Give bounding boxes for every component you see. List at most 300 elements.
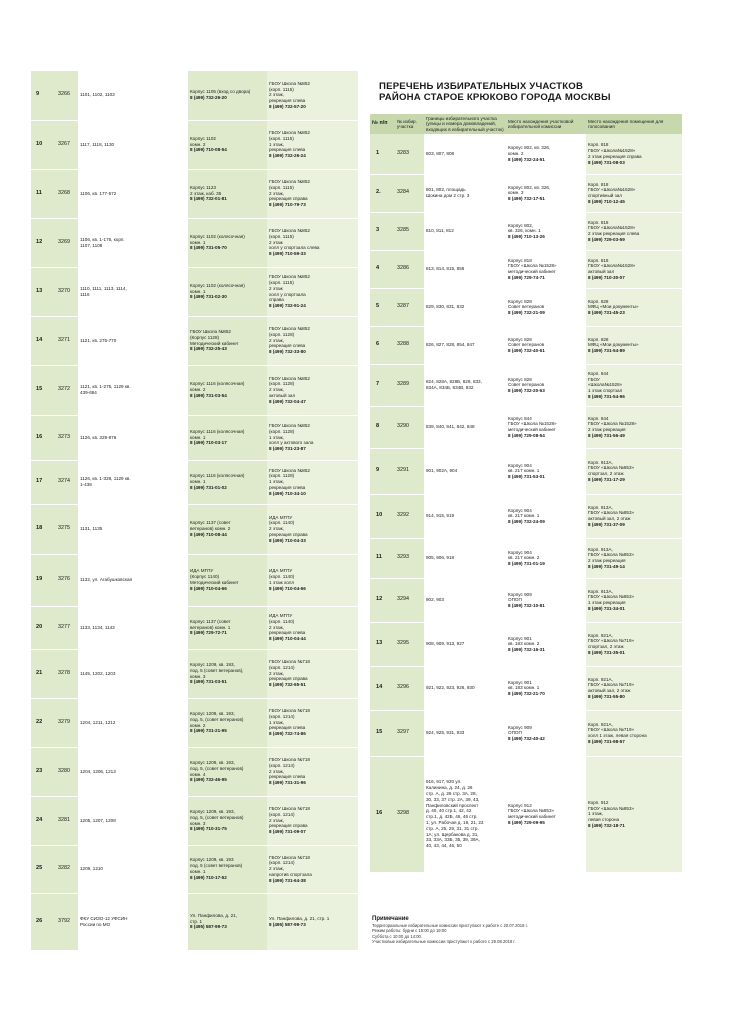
precinct-bounds: 1121, кв. 276-770 bbox=[80, 337, 117, 343]
commission-location: ИДА МГПУ (Корпус 1140) Методический кабинет bbox=[190, 568, 239, 585]
table-row bbox=[31, 316, 358, 365]
commission-location: Корпус 1102 (колясочная) комн. 1 bbox=[190, 233, 245, 245]
commission-location: Корпус 1123 2 этаж, каб. 35 bbox=[190, 184, 222, 196]
precinct-bounds: 1133, 1134, 1143 bbox=[80, 624, 115, 630]
commission-location-cell bbox=[506, 288, 586, 326]
table-row bbox=[31, 169, 358, 218]
voting-location-cell bbox=[586, 134, 682, 174]
row-number-cell bbox=[370, 326, 395, 364]
precinct-id-cell bbox=[56, 169, 78, 218]
precinct-id-cell bbox=[395, 666, 424, 710]
row-number-cell bbox=[370, 622, 395, 666]
precinct-id-cell bbox=[395, 134, 424, 174]
commission-location: Корпус 828 Совет ветеранов bbox=[508, 336, 545, 348]
precinct-bounds: 1209, 1210 bbox=[80, 866, 103, 872]
voting-location: Корп. 913А, ГБОУ «Школа №853» актовый зал, 2 этаж bbox=[588, 504, 635, 522]
table-row bbox=[370, 212, 682, 250]
commission-location: Корпус 1209, кв. 193, под. 5, (совет ветеранов) комн. 4 bbox=[190, 759, 244, 777]
commission-location-cell bbox=[188, 649, 267, 698]
row-number: 9 bbox=[36, 91, 40, 98]
commission-location-phone: 8 (499) 729-74-71 bbox=[508, 275, 545, 281]
precinct-id-cell bbox=[395, 538, 424, 578]
precinct-bounds: 901, 902А, 904 bbox=[426, 468, 458, 474]
commission-location-cell bbox=[506, 538, 586, 578]
row-number-cell bbox=[370, 448, 395, 494]
row-number: 13 bbox=[36, 287, 43, 294]
voting-location-cell bbox=[267, 267, 358, 316]
row-number-cell bbox=[370, 364, 395, 406]
precinct-bounds: 924, 925, 931, 933 bbox=[426, 730, 465, 736]
precinct-bounds-cell bbox=[78, 460, 188, 504]
voting-location-cell bbox=[586, 710, 682, 756]
precinct-bounds-cell bbox=[78, 316, 188, 365]
precinct-bounds: 1126, кв. 329-876 bbox=[80, 434, 117, 440]
table-row bbox=[370, 406, 682, 448]
table-row bbox=[370, 134, 682, 174]
commission-location-phone: 8 (499) 732-40-42 bbox=[508, 736, 545, 742]
title-line-1: ПЕРЕЧЕНЬ ИЗБИРАТЕЛЬНЫХ УЧАСТКОВ bbox=[379, 81, 584, 92]
voting-location: ГБОУ Школа №852 (корп. 1128) 1 этаж, рекреация слева bbox=[269, 467, 310, 490]
row-number-cell bbox=[31, 460, 56, 504]
voting-location: ГБОУ Школа №852 (корп. 1115) 2 этаж, рекреация справа bbox=[269, 179, 310, 202]
commission-location-phone: 8 (499) 732-24-51 bbox=[508, 156, 545, 162]
voting-location: ГБОУ Школа №852 (корп. 1115) 2 этаж холл у спортзала справа bbox=[269, 274, 310, 303]
commission-location-cell bbox=[188, 747, 267, 796]
voting-location-phone: 8 (499) 732-26-24 bbox=[269, 153, 306, 159]
commission-location-cell bbox=[506, 494, 586, 538]
precinct-bounds-cell bbox=[424, 448, 506, 494]
precinct-id: 3289 bbox=[397, 381, 409, 388]
commission-location-phone: 8 (499) 732-46-95 bbox=[190, 777, 227, 783]
table-row bbox=[31, 649, 358, 698]
commission-location-phone: 8 (499) 732-21-70 bbox=[508, 691, 545, 697]
commission-location: Корпус 818 ГБОУ «Школа №1528» методический кабинет bbox=[508, 257, 557, 275]
table-row bbox=[31, 460, 358, 504]
precinct-id-cell bbox=[56, 365, 78, 415]
voting-location-cell bbox=[586, 174, 682, 212]
voting-location-phone: 8 (499) 732-65-51 bbox=[269, 682, 306, 688]
commission-location: Корпус 802, кв. 326, комн. 3 bbox=[508, 184, 551, 196]
voting-location: Корп. 913А, ГБОУ «Школа №853» 2 этаж рекреация bbox=[588, 546, 635, 564]
voting-location-cell bbox=[586, 756, 682, 872]
voting-location: Корп. 913А, ГБОУ «Школа №853» спортзал, 2 этаж bbox=[588, 459, 635, 477]
precinct-id-cell bbox=[56, 120, 78, 169]
voting-location-cell bbox=[586, 538, 682, 578]
commission-location-cell bbox=[188, 316, 267, 365]
row-number: 16 bbox=[36, 433, 43, 440]
voting-location-phone: 8 (499) 731-98-57 bbox=[588, 739, 625, 745]
precinct-id: 3269 bbox=[58, 238, 70, 245]
voting-location-phone: 8 (499) 732-57-20 bbox=[269, 103, 306, 109]
row-number: 26 bbox=[36, 917, 43, 924]
row-number-cell bbox=[31, 606, 56, 649]
commission-location-phone: 8 (499) 732-26-20 bbox=[190, 95, 227, 101]
precinct-bounds: 813, 814, 815, 856 bbox=[426, 266, 465, 272]
voting-location-phone: 8 (499) 731-54-96 bbox=[588, 393, 625, 399]
precinct-bounds-cell bbox=[78, 267, 188, 316]
table-row bbox=[370, 364, 682, 406]
row-number-cell bbox=[31, 845, 56, 893]
voting-location-cell bbox=[267, 365, 358, 415]
voting-location-phone: 8 (499) 710-04-44 bbox=[269, 636, 306, 642]
voting-location: ГБОУ Школа №852 (корп. 1128) 1 этаж, холл у актового зала bbox=[269, 423, 314, 446]
voting-location-phone: 8 (499) 732-33-80 bbox=[269, 349, 306, 355]
row-number-cell bbox=[370, 212, 395, 250]
commission-location: Корпус 1116 (колясочная) комн. 2 bbox=[190, 381, 245, 393]
row-number: 16 bbox=[376, 810, 383, 817]
table-row bbox=[370, 250, 682, 288]
precinct-id-cell bbox=[56, 893, 78, 950]
voting-location-phone: 8 (499) 731-49-14 bbox=[588, 564, 625, 570]
precinct-id-cell bbox=[56, 316, 78, 365]
row-number: 10 bbox=[36, 140, 43, 147]
precinct-bounds: 826, 827, 828, 854, 847 bbox=[426, 342, 475, 348]
commission-location-cell bbox=[188, 606, 267, 649]
commission-location-phone: 8 (499) 731-03-54 bbox=[190, 392, 227, 398]
right-polling-table bbox=[370, 114, 682, 873]
row-number: 14 bbox=[376, 684, 383, 691]
voting-location-phone: 8 (495) 587-99-73 bbox=[269, 921, 306, 927]
voting-location-cell bbox=[267, 504, 358, 554]
voting-location-cell bbox=[267, 845, 358, 893]
table-row bbox=[31, 218, 358, 267]
row-number: 11 bbox=[376, 554, 382, 561]
row-number-cell bbox=[31, 71, 56, 120]
precinct-id: 3272 bbox=[58, 386, 70, 393]
header-row bbox=[370, 114, 682, 134]
voting-location-cell bbox=[267, 460, 358, 504]
voting-location-phone: 8 (499) 731-45-23 bbox=[588, 310, 625, 316]
row-number-cell bbox=[370, 666, 395, 710]
precinct-bounds-cell bbox=[424, 406, 506, 448]
precinct-bounds: 1121, кв. 1-275, 1129 кв. 439-664 bbox=[80, 384, 131, 395]
precinct-id-cell bbox=[395, 578, 424, 622]
table-row bbox=[31, 267, 358, 316]
table-row bbox=[31, 71, 358, 120]
voting-location: ГБОУ Школа №718 (корп. 1214) 2 этаж, рекреация справа bbox=[269, 659, 310, 682]
left-table-body bbox=[31, 71, 358, 950]
commission-location: ГБОУ Школа №852 (Корпус 1128) Методический кабинет bbox=[190, 328, 239, 346]
table-row bbox=[370, 174, 682, 212]
commission-location-cell bbox=[506, 134, 586, 174]
row-number: 12 bbox=[36, 238, 43, 245]
header-id: № избир. участка bbox=[395, 114, 424, 134]
table-row bbox=[31, 845, 358, 893]
precinct-bounds-cell bbox=[78, 796, 188, 845]
precinct-id: 3285 bbox=[397, 227, 409, 234]
row-number: 7 bbox=[376, 381, 380, 388]
voting-location-phone: 8 (499) 731-35-01 bbox=[588, 650, 625, 656]
voting-location: ГБОУ Школа №718 (корп. 1214) 2 этаж, напротив спортзала bbox=[269, 854, 312, 877]
row-number: 3 bbox=[376, 227, 380, 234]
row-number: 23 bbox=[36, 767, 43, 774]
precinct-bounds-cell bbox=[424, 622, 506, 666]
page-title bbox=[379, 81, 679, 103]
commission-location-phone: 8 (495) 587-99-73 bbox=[190, 924, 227, 930]
commission-location: Корпус 828 Совет ветеранов bbox=[508, 298, 545, 310]
voting-location-cell bbox=[267, 649, 358, 698]
commission-location-cell bbox=[188, 504, 267, 554]
precinct-bounds: 902, 903 bbox=[426, 597, 444, 603]
commission-location-cell bbox=[506, 250, 586, 288]
voting-location: Корп. 913А, ГБОУ «Школа №853» 1 этаж рекреация bbox=[588, 588, 635, 606]
commission-location-cell bbox=[188, 169, 267, 218]
precinct-bounds-cell bbox=[424, 494, 506, 538]
commission-location-cell bbox=[506, 622, 586, 666]
precinct-id: 3287 bbox=[397, 303, 409, 310]
precinct-bounds-cell bbox=[424, 538, 506, 578]
commission-location-phone: 8 (499) 710-03-17 bbox=[190, 440, 227, 446]
voting-location-cell bbox=[586, 250, 682, 288]
voting-location-cell bbox=[586, 622, 682, 666]
precinct-bounds: 905, 906, 918 bbox=[426, 555, 455, 561]
commission-location-cell bbox=[188, 554, 267, 606]
precinct-id-cell bbox=[56, 606, 78, 649]
precinct-id: 3282 bbox=[58, 865, 70, 872]
voting-location-phone: 8 (499) 731-17-29 bbox=[588, 477, 625, 483]
precinct-id-cell bbox=[395, 212, 424, 250]
precinct-bounds-cell bbox=[78, 554, 188, 606]
row-number-cell bbox=[370, 494, 395, 538]
row-number-cell bbox=[31, 504, 56, 554]
precinct-bounds-cell bbox=[424, 288, 506, 326]
voting-location-phone: 8 (499) 710-34-10 bbox=[269, 490, 306, 496]
right-table-body bbox=[370, 134, 682, 872]
precinct-bounds-cell bbox=[424, 212, 506, 250]
precinct-bounds-cell bbox=[424, 134, 506, 174]
voting-location-phone: 8 (499) 710-30-07 bbox=[588, 275, 625, 281]
precinct-bounds-cell bbox=[424, 364, 506, 406]
voting-location-cell bbox=[586, 406, 682, 448]
precinct-id-cell bbox=[56, 267, 78, 316]
precinct-id: 3278 bbox=[58, 669, 70, 676]
precinct-id: 3291 bbox=[397, 467, 409, 474]
voting-location: ГБОУ Школа №718 (корп. 1214) 2 этаж, рекреация справа bbox=[269, 806, 310, 829]
precinct-id: 3290 bbox=[397, 423, 409, 430]
table-row bbox=[31, 747, 358, 796]
row-number-cell bbox=[370, 538, 395, 578]
commission-location-phone: 8 (499) 732-20-63 bbox=[508, 388, 545, 394]
note-line: Суббота с 10:00 до 14:00. bbox=[372, 933, 423, 939]
voting-location: Корп. 921А, ГБОУ «Школа №719» спортзал, 2 этаж bbox=[588, 632, 635, 650]
voting-location-cell bbox=[267, 698, 358, 747]
title-line-2: РАЙОНА СТАРОЕ КРЮКОВО ГОРОДА МОСКВЫ bbox=[379, 92, 611, 103]
row-number: 19 bbox=[36, 576, 43, 583]
precinct-id: 3281 bbox=[58, 816, 70, 823]
commission-location-cell bbox=[188, 845, 267, 893]
voting-location-phone: 8 (499) 731-37-09 bbox=[588, 522, 625, 528]
precinct-bounds: 1101, 1102, 1103 bbox=[80, 92, 115, 98]
precinct-id-cell bbox=[56, 218, 78, 267]
table-row bbox=[370, 710, 682, 756]
precinct-bounds-cell bbox=[424, 174, 506, 212]
precinct-bounds-cell bbox=[78, 606, 188, 649]
voting-location-phone: 8 (499) 729-03-59 bbox=[588, 237, 625, 243]
precinct-bounds-cell bbox=[78, 169, 188, 218]
commission-location-phone: 8 (499) 710-13-26 bbox=[508, 234, 545, 240]
precinct-id: 3286 bbox=[397, 265, 409, 272]
precinct-id-cell bbox=[56, 845, 78, 893]
voting-location-cell bbox=[267, 747, 358, 796]
precinct-id-cell bbox=[395, 448, 424, 494]
voting-location-cell bbox=[267, 71, 358, 120]
table-row bbox=[370, 666, 682, 710]
voting-location-cell bbox=[586, 288, 682, 326]
commission-location-cell bbox=[506, 212, 586, 250]
precinct-bounds-cell bbox=[424, 756, 506, 872]
commission-location-phone: 8 (499) 731-01-02 bbox=[190, 484, 227, 490]
commission-location-cell bbox=[188, 460, 267, 504]
row-number: 8 bbox=[376, 423, 380, 430]
precinct-id-cell bbox=[395, 622, 424, 666]
header-num: № п/п bbox=[370, 114, 395, 134]
precinct-id: 3283 bbox=[397, 150, 409, 157]
commission-location-cell bbox=[506, 578, 586, 622]
row-number-cell bbox=[31, 120, 56, 169]
commission-location: Корпус 828 Совет ветеранов bbox=[508, 376, 545, 388]
voting-location-phone: 8 (499) 731-23-87 bbox=[269, 446, 306, 452]
voting-location: ГБОУ Школа №718 (корп. 1214) 2 этаж, рекреация слева bbox=[269, 757, 310, 780]
note-line: Участковые избирательные комиссии приступают к работе с 29.08.2018 г. bbox=[372, 939, 516, 945]
commission-location-cell bbox=[506, 406, 586, 448]
voting-location: Корп. 818 ГБОУ «Школа№1528» спортивный зал bbox=[588, 181, 636, 199]
commission-location-phone: 8 (499) 731-02-30 bbox=[190, 294, 227, 300]
row-number-cell bbox=[31, 893, 56, 950]
commission-location-phone: 8 (499) 729-08-54 bbox=[508, 433, 545, 439]
row-number: 21 bbox=[36, 669, 43, 676]
row-number: 12 bbox=[376, 596, 383, 603]
precinct-id-cell bbox=[395, 174, 424, 212]
precinct-bounds: 1145, 1202, 1203 bbox=[80, 670, 116, 676]
precinct-id-cell bbox=[56, 747, 78, 796]
precinct-id: 3292 bbox=[397, 512, 409, 519]
table-row bbox=[31, 120, 358, 169]
commission-location-cell bbox=[506, 326, 586, 364]
voting-location-phone: 8 (499) 710-04-33 bbox=[269, 537, 306, 543]
precinct-id: 3288 bbox=[397, 341, 409, 348]
precinct-id-cell bbox=[56, 71, 78, 120]
voting-location-cell bbox=[267, 218, 358, 267]
precinct-id-cell bbox=[395, 406, 424, 448]
commission-location: Корпус 844 ГБОУ «Школа №1528» методический кабинет bbox=[508, 415, 557, 433]
precinct-id: 3295 bbox=[397, 640, 409, 647]
voting-location-cell bbox=[267, 120, 358, 169]
row-number-cell bbox=[370, 288, 395, 326]
commission-location-phone: 8 (499) 732-21-09 bbox=[508, 310, 545, 316]
commission-location-cell bbox=[188, 365, 267, 415]
voting-location-cell bbox=[267, 606, 358, 649]
row-number: 25 bbox=[36, 865, 43, 872]
precinct-bounds: 1106, кв. 1-176, корп. 1107, 1108 bbox=[80, 236, 125, 248]
commission-location-phone: 8 (499) 732-24-09 bbox=[508, 519, 545, 525]
precinct-bounds-cell bbox=[78, 71, 188, 120]
row-number: 10 bbox=[376, 512, 383, 519]
table-row bbox=[370, 288, 682, 326]
precinct-bounds: 1204, 1206, 1213 bbox=[80, 768, 116, 774]
commission-location-phone: 8 (499) 732-01-81 bbox=[190, 196, 227, 202]
commission-location-cell bbox=[506, 756, 586, 872]
voting-location-phone: 8 (499) 710-12-45 bbox=[588, 199, 625, 205]
row-number: 13 bbox=[376, 640, 383, 647]
voting-location: ГБОУ Школа №852 (корп. 1128) 2 этаж, рекреация слева bbox=[269, 326, 310, 349]
row-number: 15 bbox=[36, 386, 43, 393]
footnote bbox=[372, 916, 672, 945]
row-number-cell bbox=[370, 756, 395, 872]
precinct-bounds: 1126, кв. 1-328, 1129 кв. 1-438 bbox=[80, 476, 131, 487]
voting-location: ГБОУ Школа №852 (корп. 1115) 1 этаж, рекреация слева bbox=[269, 130, 310, 153]
commission-location: Корпус 1102 (колясочная) комн. 1 bbox=[190, 282, 245, 294]
row-number-cell bbox=[31, 698, 56, 747]
precinct-id: 3275 bbox=[58, 525, 70, 532]
precinct-bounds-cell bbox=[78, 415, 188, 460]
commission-location: Корпус 1209, кв. 193, под. 5, (совет ветеранов) комн. 2 bbox=[190, 710, 244, 728]
commission-location-cell bbox=[506, 710, 586, 756]
row-number: 18 bbox=[36, 525, 43, 532]
voting-location-phone: 8 (499) 710-59-33 bbox=[269, 251, 306, 257]
row-number-cell bbox=[31, 218, 56, 267]
row-number: 6 bbox=[376, 341, 380, 348]
voting-location: ГБОУ Школа №852 (корп. 1115) 2 этаж, рекреация слева bbox=[269, 80, 310, 104]
precinct-bounds: 1131, 1135 bbox=[80, 526, 103, 532]
commission-location: Корпус 802, кв. 326, комн. 1 bbox=[508, 222, 541, 234]
voting-location-phone: 8 (499) 710-79-73 bbox=[269, 202, 306, 208]
voting-location-phone: 8 (499) 731-08-03 bbox=[588, 159, 625, 165]
voting-location-phone: 8 (499) 732-04-47 bbox=[269, 398, 306, 404]
precinct-id: 3280 bbox=[58, 767, 70, 774]
precinct-id: 3271 bbox=[58, 336, 70, 343]
row-number: 20 bbox=[36, 623, 43, 630]
precinct-bounds: 908, 909, 913, 927 bbox=[426, 641, 465, 647]
voting-location-cell bbox=[586, 364, 682, 406]
table-row bbox=[31, 365, 358, 415]
precinct-bounds: 824, 828А, 828Б, 829, 833, 834А, 834Б, 834В, 832 bbox=[426, 379, 482, 391]
precinct-bounds-cell bbox=[424, 250, 506, 288]
commission-location-cell bbox=[188, 415, 267, 460]
note-heading: Примечание bbox=[372, 916, 409, 922]
commission-location: Корпус 1137 (совет ветеранов) комн. 2 bbox=[190, 520, 231, 532]
commission-location-cell bbox=[188, 218, 267, 267]
precinct-bounds-cell bbox=[78, 120, 188, 169]
commission-location: Корпус 1105 (вход со двора) bbox=[190, 89, 251, 95]
voting-location-phone: 8 (499) 731-56-49 bbox=[588, 433, 625, 439]
voting-location-cell bbox=[267, 796, 358, 845]
voting-location: ГБОУ Школа №852 (корп. 1115) 2 этаж холл у спортзала слева bbox=[269, 228, 320, 251]
voting-location-cell bbox=[586, 494, 682, 538]
voting-location-cell bbox=[267, 554, 358, 606]
precinct-bounds: 803, 807, 808 bbox=[426, 151, 455, 157]
row-number-cell bbox=[31, 316, 56, 365]
voting-location: Корп. 818 ГБОУ «Школа№1528» актовый зал bbox=[588, 257, 636, 275]
precinct-id-cell bbox=[395, 494, 424, 538]
voting-location: Корп. 828 МФЦ «Мои документы» bbox=[588, 336, 639, 348]
voting-location-cell bbox=[586, 578, 682, 622]
voting-location-cell bbox=[586, 666, 682, 710]
precinct-bounds: ФКУ СИЗО-12 УФСИН России по МО bbox=[80, 915, 128, 927]
precinct-bounds-cell bbox=[424, 710, 506, 756]
precinct-bounds-cell bbox=[78, 504, 188, 554]
row-number-cell bbox=[31, 365, 56, 415]
precinct-id-cell bbox=[56, 460, 78, 504]
precinct-bounds: 1132, ул. Агабушковская bbox=[80, 577, 133, 583]
row-number: 2. bbox=[376, 189, 381, 196]
precinct-bounds: 1205, 1207, 1208 bbox=[80, 817, 116, 823]
precinct-id: 3284 bbox=[397, 189, 409, 196]
commission-location: Корпус 901 кв. 183 комн. 1 bbox=[508, 679, 540, 691]
precinct-bounds-cell bbox=[78, 893, 188, 950]
commission-location-phone: 8 (499) 731-01-19 bbox=[508, 561, 545, 567]
commission-location-phone: 8 (499) 731-05-70 bbox=[190, 245, 227, 251]
commission-location: Корпус 909 ОПОП bbox=[508, 591, 532, 603]
